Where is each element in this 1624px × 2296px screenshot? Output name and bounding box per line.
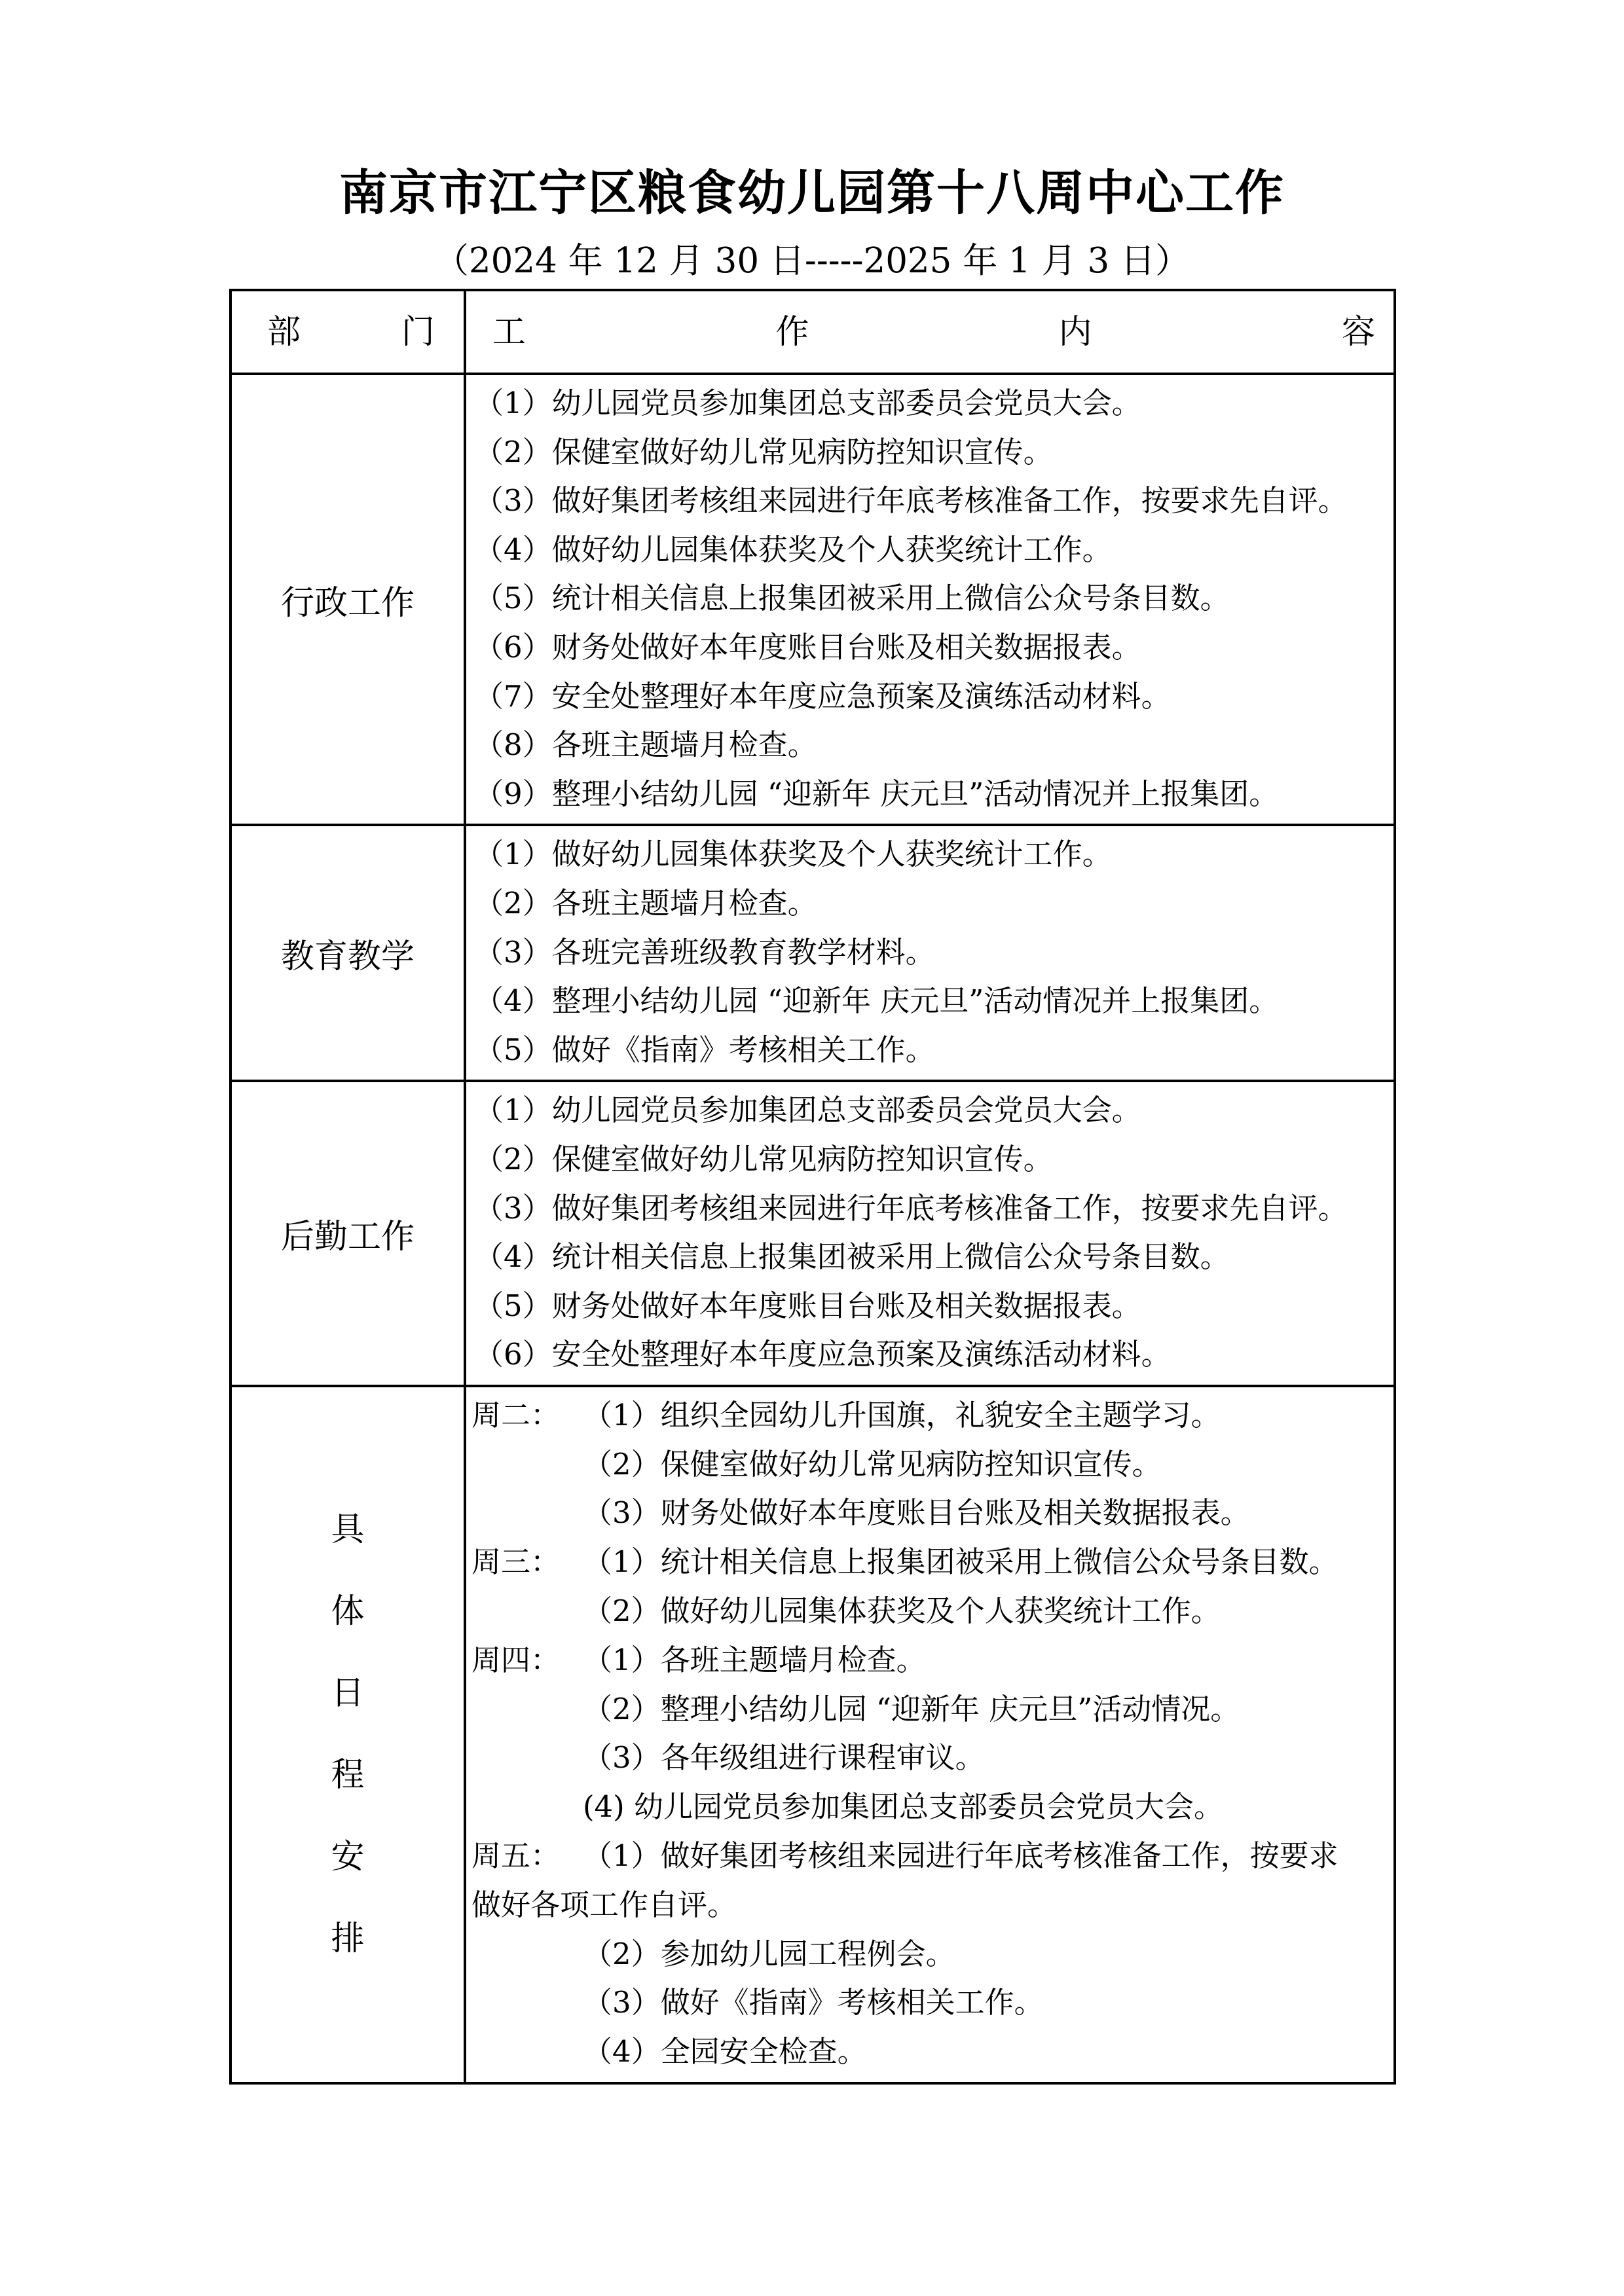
schedule-day <box>471 1587 583 1636</box>
header-dept-char: 门 <box>401 312 435 352</box>
section-row-schedule <box>231 1386 1395 2083</box>
list-item: （3）做好集团考核组来园进行年底考核准备工作，按要求先自评。 <box>474 483 1348 519</box>
dept-cell-teaching: 教育教学 <box>231 825 465 1081</box>
schedule-line <box>471 1440 1393 1489</box>
schedule-dept-char: 安 <box>331 1838 365 1877</box>
header-dept-cell <box>231 290 465 374</box>
schedule-line <box>471 2028 1393 2077</box>
list-item: （4）统计相关信息上报集团被采用上微信公众号条目数。 <box>474 1239 1230 1275</box>
schedule-item: （1）做好集团考核组来园进行年底考核准备工作，按要求 <box>583 1838 1338 1874</box>
schedule-line <box>471 1734 1393 1783</box>
schedule-line <box>471 1832 1393 1881</box>
schedule-item: (4) 幼儿园党员参加集团总支部委员会党员大会。 <box>583 1789 1224 1825</box>
schedule-day <box>471 1685 583 1734</box>
header-content-cell <box>465 290 1395 374</box>
schedule-line <box>471 1538 1393 1587</box>
schedule-item: （2）整理小结幼儿园 “迎新年 庆元旦”活动情况。 <box>583 1691 1240 1726</box>
schedule-day <box>471 1930 583 1979</box>
header-row <box>231 290 1395 374</box>
section-row-logistics <box>231 1081 1395 1386</box>
schedule-day <box>471 1440 583 1489</box>
schedule-dept-char: 体 <box>331 1592 365 1631</box>
schedule-item: （3）各年级组进行课程审议。 <box>583 1740 985 1776</box>
list-item: （1）幼儿园党员参加集团总支部委员会党员大会。 <box>474 386 1141 420</box>
schedule-item: （3）做好《指南》考核相关工作。 <box>583 1985 1044 2020</box>
page-title: 南京市江宁区粮食幼儿园第十八周中心工作 <box>339 165 1285 221</box>
schedule-day <box>471 1783 583 1832</box>
schedule-day: 周四： <box>471 1642 561 1677</box>
list-item: （6）财务处做好本年度账目台账及相关数据报表。 <box>474 629 1141 665</box>
schedule-day: 周五： <box>471 1838 561 1874</box>
dept-cell-admin: 行政工作 <box>231 374 465 825</box>
list-item: （6）安全处整理好本年度应急预案及演练活动材料。 <box>474 1337 1171 1372</box>
schedule-item: （3）财务处做好本年度账目台账及相关数据报表。 <box>583 1495 1250 1531</box>
schedule-day: 周三： <box>471 1544 561 1580</box>
content-cell-admin <box>465 374 1395 825</box>
header-dept-char: 部 <box>267 312 301 352</box>
work-table <box>229 289 1396 2085</box>
schedule-day <box>471 1978 583 2028</box>
list-item: （9）整理小结幼儿园 “迎新年 庆元旦”活动情况并上报集团。 <box>474 776 1279 811</box>
list-item: （1）幼儿园党员参加集团总支部委员会党员大会。 <box>474 1093 1141 1128</box>
list-item: （3）做好集团考核组来园进行年底考核准备工作，按要求先自评。 <box>474 1190 1348 1226</box>
schedule-item: （1）组织全园幼儿升国旗，礼貌安全主题学习。 <box>583 1397 1221 1432</box>
schedule-line-continuation <box>471 1881 1393 1930</box>
schedule-item: （2）保健室做好幼儿常见病防控知识宣传。 <box>583 1446 1162 1482</box>
section-row-teaching <box>231 825 1395 1081</box>
schedule-dept-char: 日 <box>331 1674 365 1713</box>
header-content-char: 作 <box>775 312 809 352</box>
list-item: （5）统计相关信息上报集团被采用上微信公众号条目数。 <box>474 581 1230 616</box>
list-item: （5）做好《指南》考核相关工作。 <box>474 1032 935 1067</box>
dept-cell-schedule <box>231 1386 465 2083</box>
list-item: （4）整理小结幼儿园 “迎新年 庆元旦”活动情况并上报集团。 <box>474 983 1279 1019</box>
schedule-line <box>471 1587 1393 1636</box>
schedule-item: （2）参加幼儿园工程例会。 <box>583 1936 955 1971</box>
list-item: （4）做好幼儿园集体获奖及个人获奖统计工作。 <box>474 532 1112 567</box>
list-item: （5）财务处做好本年度账目台账及相关数据报表。 <box>474 1288 1141 1323</box>
list-item: （2）保健室做好幼儿常见病防控知识宣传。 <box>474 1141 1053 1176</box>
schedule-day: 周二： <box>471 1397 561 1432</box>
schedule-item: 做好各项工作自评。 <box>471 1887 737 1922</box>
schedule-day <box>471 1734 583 1783</box>
schedule-item: （1）统计相关信息上报集团被采用上微信公众号条目数。 <box>583 1544 1338 1580</box>
schedule-dept-char: 程 <box>331 1756 365 1795</box>
list-item: （3）各班完善班级教育教学材料。 <box>474 934 935 970</box>
dept-cell-logistics: 后勤工作 <box>231 1081 465 1386</box>
header-content-char: 内 <box>1058 312 1092 352</box>
schedule-item: （2）做好幼儿园集体获奖及个人获奖统计工作。 <box>583 1594 1221 1629</box>
list-item: （1）做好幼儿园集体获奖及个人获奖统计工作。 <box>474 837 1112 872</box>
list-item: （2）保健室做好幼儿常见病防控知识宣传。 <box>474 434 1053 469</box>
header-content-char: 容 <box>1341 312 1375 352</box>
schedule-line <box>471 1391 1393 1440</box>
section-row-admin <box>231 374 1395 825</box>
schedule-line <box>471 1685 1393 1734</box>
list-item: （8）各班主题墙月检查。 <box>474 727 817 763</box>
schedule-day <box>471 1489 583 1538</box>
schedule-line <box>471 1636 1393 1685</box>
schedule-item: （4）全园安全检查。 <box>583 2034 867 2069</box>
schedule-line <box>471 1489 1393 1538</box>
schedule-item: （1）各班主题墙月检查。 <box>583 1642 926 1677</box>
content-cell-schedule <box>465 1386 1395 2083</box>
list-item: （2）各班主题墙月检查。 <box>474 885 817 920</box>
schedule-dept-char: 具 <box>331 1510 365 1550</box>
content-cell-teaching <box>465 825 1395 1081</box>
schedule-line <box>471 1930 1393 1979</box>
content-cell-logistics <box>465 1081 1395 1386</box>
date-range: （2024 年 12 月 30 日-----2025 年 1 月 3 日） <box>434 241 1190 281</box>
schedule-dept-char: 排 <box>331 1920 365 1959</box>
schedule-line <box>471 1978 1393 2028</box>
header-content-char: 工 <box>492 312 526 352</box>
schedule-line <box>471 1783 1393 1832</box>
schedule-day <box>471 2028 583 2077</box>
list-item: （7）安全处整理好本年度应急预案及演练活动材料。 <box>474 678 1171 714</box>
